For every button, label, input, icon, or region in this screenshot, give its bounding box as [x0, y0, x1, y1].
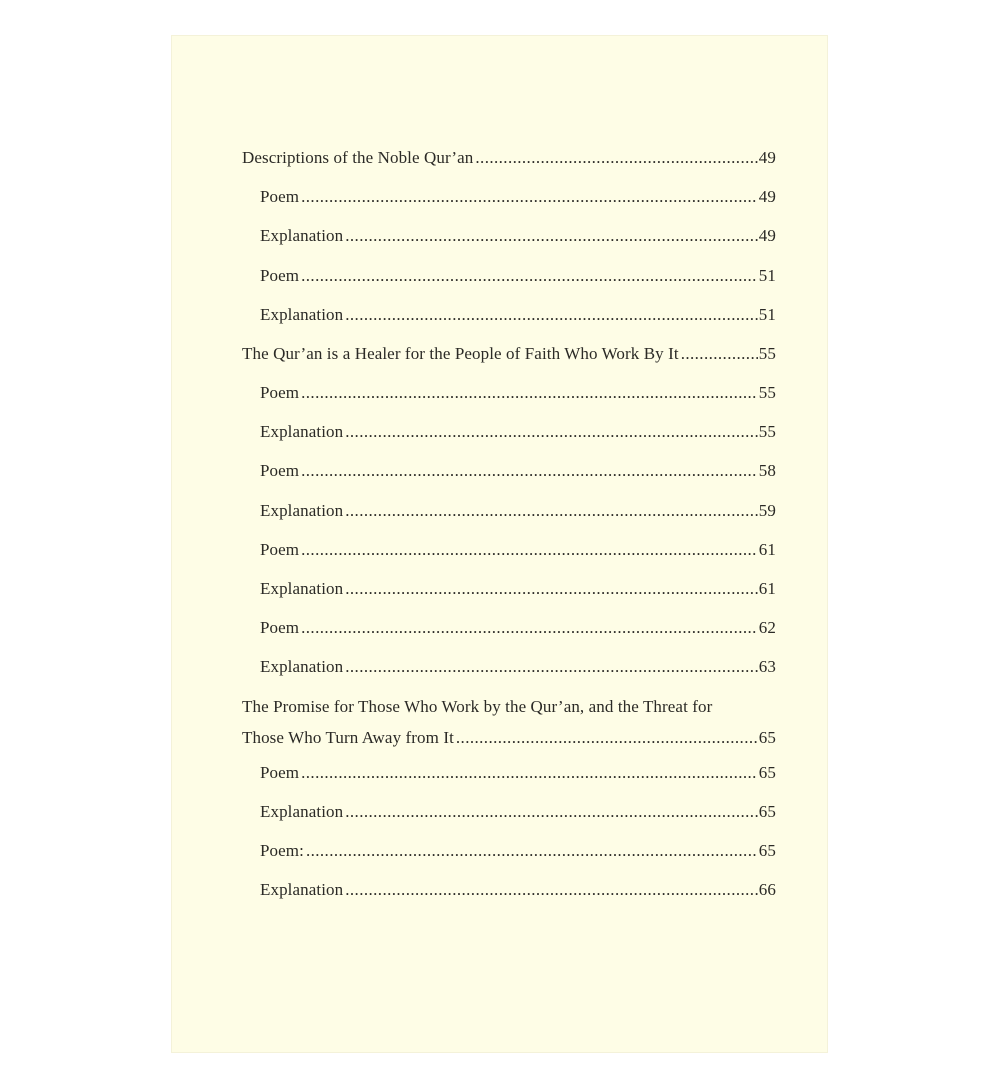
toc-entry-title: Explanation [260, 801, 344, 821]
toc-entry-page: 65 [758, 762, 776, 782]
toc-entry-sub [242, 373, 776, 412]
dot-leader [345, 412, 758, 451]
toc-entry-title: Poem [260, 762, 300, 782]
toc-entry-title: Explanation [260, 880, 344, 900]
toc-entry-title: Descriptions of the Noble Qur’an [242, 147, 474, 167]
toc-entry-sub [242, 530, 776, 569]
toc-entry-sub [242, 452, 776, 491]
toc-entry-sub [242, 569, 776, 608]
toc-entry-title: Explanation [260, 500, 344, 520]
toc-entry-page: 65 [758, 840, 776, 860]
dot-leader [456, 722, 758, 753]
toc-entry-sub [242, 177, 776, 216]
dot-leader [301, 608, 758, 647]
toc-entry-sub [242, 753, 776, 792]
toc-entry-title: Poem [260, 265, 300, 285]
toc-entry-page: 49 [758, 226, 776, 246]
dot-leader [345, 295, 758, 334]
toc-entry-title: Poem [260, 618, 300, 638]
toc-entry-title: The Qur’an is a Healer for the People of Faith Who Work By It [242, 343, 679, 363]
toc-entry-section [242, 138, 776, 177]
toc-entry-title: Poem [260, 187, 300, 207]
toc-entry-page: 63 [758, 657, 776, 677]
toc-entry-section [242, 334, 776, 373]
toc-entry-page: 49 [758, 147, 776, 167]
toc-entry-title: Poem [260, 539, 300, 559]
toc-entry-sub [242, 831, 776, 870]
dot-leader [475, 138, 757, 177]
toc-entry-page: 58 [758, 461, 776, 481]
toc-entry-sub [242, 256, 776, 295]
toc-entry-page: 49 [758, 187, 776, 207]
toc-entry-title-line2: Those Who Turn Away from It [242, 727, 454, 747]
toc-entry-page: 62 [758, 618, 776, 638]
toc-entry-page: 61 [758, 579, 776, 599]
toc-entry-page: 51 [758, 304, 776, 324]
toc-entry-sub [242, 870, 776, 909]
toc-entry-title-line1: The Promise for Those Who Work by the Qur’an, and the Threat for [242, 696, 713, 716]
dot-leader [301, 373, 758, 412]
dot-leader [301, 177, 758, 216]
toc-entry-page: 65 [758, 727, 776, 747]
dot-leader [681, 334, 758, 373]
toc-entry-title: Poem: [260, 840, 304, 860]
toc-entry-sub [242, 216, 776, 255]
dot-leader [301, 530, 758, 569]
toc-entry-sub [242, 412, 776, 451]
toc-entry-title: Poem [260, 383, 300, 403]
dot-leader [301, 753, 758, 792]
dot-leader [301, 452, 758, 491]
dot-leader [345, 569, 758, 608]
toc-entry-sub [242, 792, 776, 831]
toc-entry-page: 55 [758, 422, 776, 442]
toc-entry-page: 51 [758, 265, 776, 285]
toc-entry-title: Explanation [260, 304, 344, 324]
toc-entry-page: 55 [758, 343, 776, 363]
toc-entry-sub [242, 647, 776, 686]
table-of-contents [242, 138, 776, 909]
toc-entry-section [242, 722, 776, 753]
toc-entry-page: 65 [758, 801, 776, 821]
toc-entry-page: 59 [758, 500, 776, 520]
toc-entry-title: Explanation [260, 579, 344, 599]
toc-entry-title: Explanation [260, 226, 344, 246]
toc-entry-page: 61 [758, 539, 776, 559]
toc-entry-page: 66 [758, 880, 776, 900]
dot-leader [306, 831, 758, 870]
dot-leader [345, 792, 758, 831]
dot-leader [301, 256, 758, 295]
toc-entry-sub [242, 608, 776, 647]
dot-leader [345, 216, 758, 255]
toc-entry-title: Explanation [260, 657, 344, 677]
toc-entry-sub [242, 295, 776, 334]
toc-entry-sub [242, 491, 776, 530]
toc-entry-page: 55 [758, 383, 776, 403]
dot-leader [345, 491, 758, 530]
toc-entry-title: Poem [260, 461, 300, 481]
toc-entry-title: Explanation [260, 422, 344, 442]
dot-leader [345, 647, 758, 686]
dot-leader [345, 870, 758, 909]
